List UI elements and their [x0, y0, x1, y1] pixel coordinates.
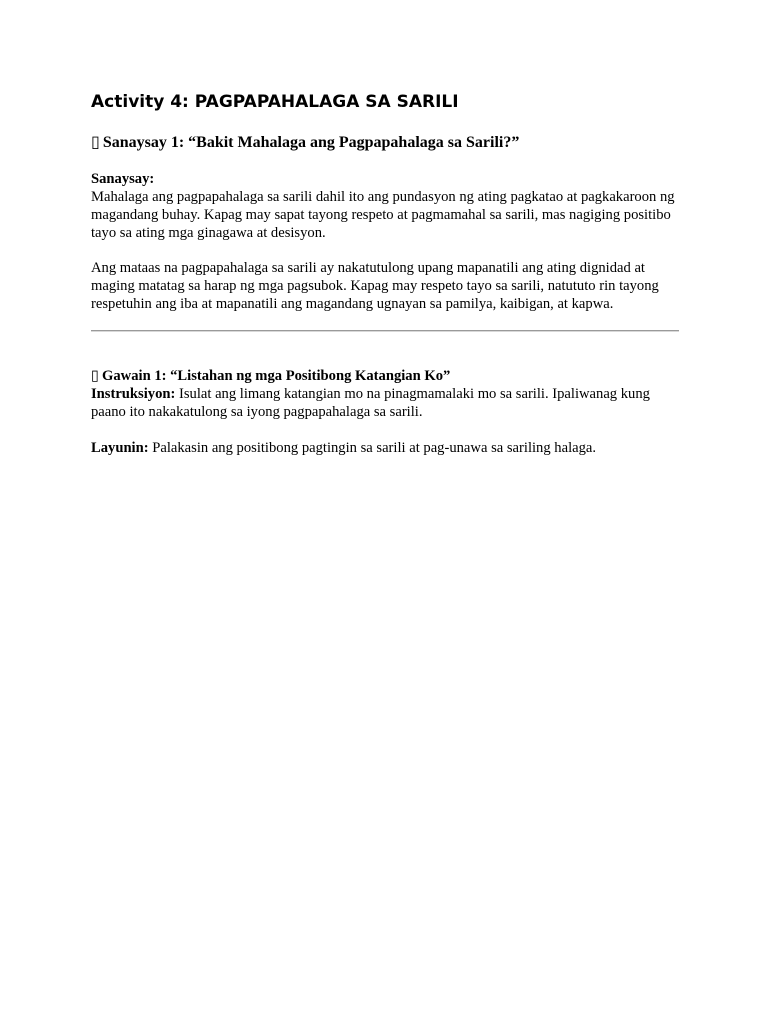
section1-heading	[91, 132, 519, 153]
instruction-text: Isulat ang limang katangian mo na pinagmamalaki mo sa sarili. Ipaliwanag kung paano ito nakakatulong sa iyong pagpapahalaga sa sarili.	[91, 386, 650, 420]
section1-heading-text: Sanaysay 1: “Bakit Mahalaga ang Pagpapahalaga sa Sarili?”	[102, 134, 520, 151]
essay-paragraph-1: Mahalaga ang pagpapahalaga sa sarili dahil ito ang pundasyon ng ating pagkatao at pagkakaroon ng magandang buhay. Kapag may sapat tayong respeto at pagmamahal sa sarili, mas nagiging positibo tayo sa ating mga ginagawa at desisyon.	[91, 189, 675, 241]
instruction-label: Instruksiyon:	[91, 386, 176, 402]
section2-heading	[91, 367, 450, 385]
objective-text: Palakasin ang positibong pagtingin sa sarili at pag-unawa sa sariling halaga.	[148, 440, 597, 456]
section-divider	[91, 330, 679, 332]
section2-heading-text: Gawain 1: “Listahan ng mga Positibong Katangian Ko”	[102, 368, 451, 384]
essay-label: Sanaysay:	[91, 171, 155, 187]
objective-paragraph	[91, 439, 679, 457]
essay-paragraph-2: Ang mataas na pagpapahalaga sa sarili ay nakatutulong upang mapanatili ang ating dignidad at maging matatag sa harap ng mga pagsubok. Kapag may respeto tayo sa sarili, natututo rin tayong respetuhin ang iba at mapanatili ang magandang ugnayan sa pamilya, kaibigan, at kapwa.	[91, 260, 659, 312]
document-title: Activity 4: PAGPAPAHALAGA SA SARILI	[91, 92, 459, 112]
missing-glyph-icon: ▯	[91, 132, 100, 151]
objective-label: Layunin:	[91, 440, 149, 456]
instruction-paragraph	[91, 385, 679, 421]
essay-label-block	[91, 170, 679, 188]
missing-glyph-icon: ▯	[91, 367, 100, 384]
